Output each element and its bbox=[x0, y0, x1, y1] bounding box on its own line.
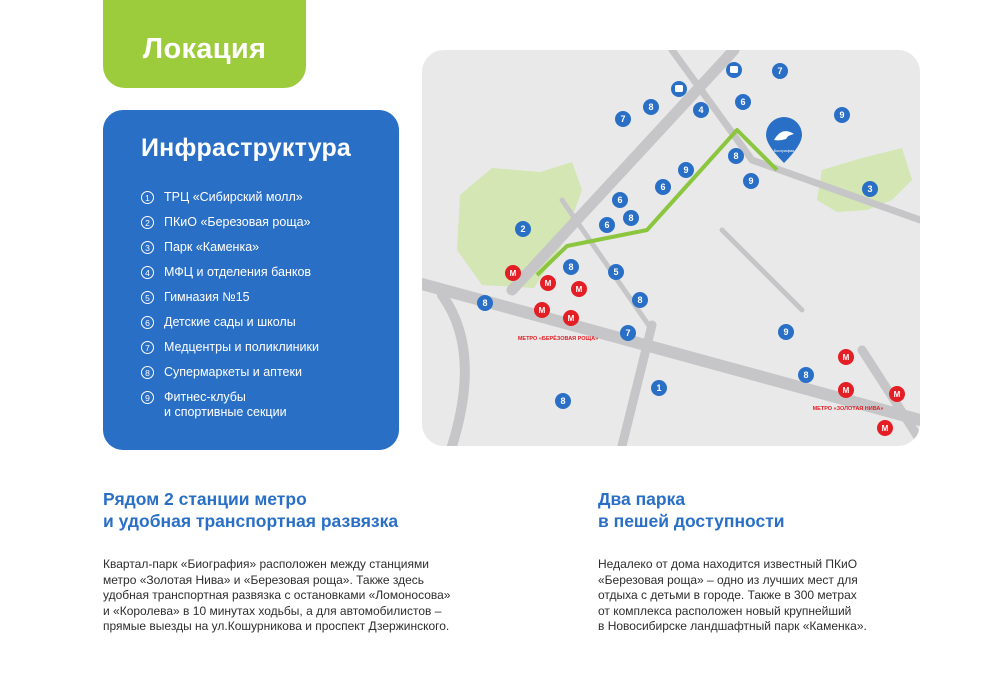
infrastructure-card bbox=[103, 110, 399, 450]
legend-label: Супермаркеты и аптеки bbox=[164, 365, 302, 379]
legend-item-2 bbox=[141, 216, 399, 241]
legend-item-9 bbox=[141, 391, 399, 431]
body-line: удобная транспортная развязка с остановками «Ломоносова» bbox=[103, 588, 451, 603]
legend-item-4 bbox=[141, 266, 399, 291]
body-line: «Березовая роща» – одно из лучших мест для bbox=[598, 572, 858, 587]
marker-label: 6 bbox=[740, 97, 746, 107]
metro-symbol: М bbox=[893, 390, 901, 399]
marker-6[interactable] bbox=[615, 111, 631, 127]
body-line: Недалеко от дома находится известный ПКиО bbox=[598, 557, 858, 571]
marker-24[interactable] bbox=[862, 181, 878, 197]
marker-19[interactable] bbox=[651, 380, 667, 396]
marker-label: 8 bbox=[733, 151, 739, 161]
legend-item-7 bbox=[141, 341, 399, 366]
bus-stop-icon bbox=[726, 62, 742, 78]
body-line: Квартал-парк «Биография» расположен между станциями bbox=[103, 557, 429, 571]
marker-1[interactable] bbox=[772, 63, 788, 79]
legend-item-6 bbox=[141, 316, 399, 341]
legend-label-line: Фитнес-клубы bbox=[164, 390, 246, 404]
marker-22[interactable] bbox=[798, 367, 814, 383]
feature-parks-heading bbox=[598, 488, 785, 532]
marker-label: 8 bbox=[568, 262, 574, 272]
legend-number: 5 bbox=[141, 291, 154, 304]
marker-23[interactable] bbox=[743, 173, 759, 189]
marker-label: 9 bbox=[748, 176, 754, 186]
marker-label: 9 bbox=[683, 165, 689, 175]
marker-11[interactable] bbox=[623, 210, 639, 226]
heading-line: и удобная транспортная развязка bbox=[103, 511, 399, 531]
section-tab bbox=[103, 0, 306, 88]
road-small-2 bbox=[722, 230, 802, 310]
marker-label: 9 bbox=[839, 110, 845, 120]
infrastructure-title: Инфраструктура bbox=[141, 134, 352, 162]
body-line: отдыха с детьми в городе. Также в 300 метрах bbox=[598, 588, 857, 603]
legend-number: 6 bbox=[141, 316, 154, 329]
metro-marker[interactable] bbox=[889, 386, 905, 402]
marker-3[interactable] bbox=[693, 102, 709, 118]
marker-16[interactable] bbox=[477, 295, 493, 311]
marker-label: 5 bbox=[613, 267, 619, 277]
bus-stop-icon bbox=[671, 81, 687, 97]
legend-item-3 bbox=[141, 241, 399, 266]
marker-label: 9 bbox=[783, 327, 789, 337]
legend-label: Парк «Каменка» bbox=[164, 240, 260, 254]
marker-label: 7 bbox=[777, 66, 783, 76]
metro-marker[interactable] bbox=[534, 302, 550, 318]
legend-label: Детские сады и школы bbox=[164, 315, 296, 329]
legend-number: 9 bbox=[141, 391, 154, 404]
marker-10[interactable] bbox=[612, 192, 628, 208]
legend-number: 8 bbox=[141, 366, 154, 379]
heading-line: Два парка bbox=[598, 489, 686, 509]
legend-number: 3 bbox=[141, 241, 154, 254]
marker-12[interactable] bbox=[515, 221, 531, 237]
road-left-curve bbox=[442, 295, 465, 446]
metro-marker[interactable] bbox=[571, 281, 587, 297]
project-label: Биография bbox=[773, 148, 795, 153]
marker-17[interactable] bbox=[632, 292, 648, 308]
metro-symbol: М bbox=[881, 424, 889, 433]
infrastructure-list bbox=[141, 191, 399, 431]
legend-item-5 bbox=[141, 291, 399, 316]
project-pin[interactable] bbox=[766, 117, 802, 163]
metro-station-label: МЕТРО «БЕРЁЗОВАЯ РОЩА» bbox=[517, 336, 599, 342]
location-map[interactable] bbox=[422, 50, 920, 446]
marker-4[interactable] bbox=[735, 94, 751, 110]
legend-number: 1 bbox=[141, 191, 154, 204]
legend-label: Медцентры и поликлиники bbox=[164, 340, 319, 354]
marker-13[interactable] bbox=[599, 217, 615, 233]
marker-15[interactable] bbox=[608, 264, 624, 280]
marker-label: 6 bbox=[660, 182, 666, 192]
marker-8[interactable] bbox=[678, 162, 694, 178]
marker-2[interactable] bbox=[643, 99, 659, 115]
feature-metro-heading bbox=[103, 488, 398, 532]
legend-item-8 bbox=[141, 366, 399, 391]
marker-9[interactable] bbox=[655, 179, 671, 195]
metro-marker[interactable] bbox=[505, 265, 521, 281]
marker-label: 2 bbox=[520, 224, 526, 234]
feature-parks-body bbox=[598, 557, 867, 635]
marker-5[interactable] bbox=[834, 107, 850, 123]
metro-symbol: М bbox=[575, 285, 583, 294]
body-line: в Новосибирске ландшафтный парк «Каменка». bbox=[598, 619, 867, 634]
marker-label: 6 bbox=[604, 220, 610, 230]
heading-line: в пешей доступности bbox=[598, 511, 785, 531]
marker-label: 8 bbox=[482, 298, 488, 308]
marker-18[interactable] bbox=[620, 325, 636, 341]
legend-item-1 bbox=[141, 191, 399, 216]
marker-label: 8 bbox=[648, 102, 654, 112]
marker-label: 7 bbox=[625, 328, 631, 338]
metro-symbol: М bbox=[567, 314, 575, 323]
map-canvas bbox=[422, 50, 920, 446]
metro-marker[interactable] bbox=[540, 275, 556, 291]
legend-number: 4 bbox=[141, 266, 154, 279]
metro-symbol: М bbox=[544, 279, 552, 288]
legend-label: Гимназия №15 bbox=[164, 290, 250, 304]
marker-label: 8 bbox=[637, 295, 643, 305]
metro-symbol: М bbox=[842, 386, 850, 395]
marker-21[interactable] bbox=[778, 324, 794, 340]
marker-label: 6 bbox=[617, 195, 623, 205]
marker-label: 3 bbox=[867, 184, 873, 194]
legend-label-line: и спортивные секции bbox=[164, 405, 287, 419]
metro-symbol: М bbox=[538, 306, 546, 315]
marker-14[interactable] bbox=[563, 259, 579, 275]
legend-number: 2 bbox=[141, 216, 154, 229]
heading-line: Рядом 2 станции метро bbox=[103, 489, 307, 509]
metro-station-label: МЕТРО «ЗОЛОТАЯ НИВА» bbox=[812, 406, 884, 412]
metro-marker[interactable] bbox=[838, 349, 854, 365]
body-line: метро «Золотая Нива» и «Березовая роща». Также здесь bbox=[103, 572, 425, 587]
body-line: прямые выезды на ул.Кошурникова и проспект Дзержинского. bbox=[103, 619, 450, 634]
legend-number: 7 bbox=[141, 341, 154, 354]
metro-marker[interactable] bbox=[838, 382, 854, 398]
marker-20[interactable] bbox=[555, 393, 571, 409]
marker-label: 8 bbox=[560, 396, 566, 406]
marker-label: 7 bbox=[620, 114, 626, 124]
legend-label bbox=[164, 390, 287, 420]
body-line: и «Королева» в 10 минутах ходьбы, а для автомобилистов – bbox=[103, 603, 442, 618]
marker-label: 8 bbox=[628, 213, 634, 223]
legend-label: ПКиО «Березовая роща» bbox=[164, 215, 311, 229]
metro-symbol: М bbox=[509, 269, 517, 278]
marker-label: 1 bbox=[656, 383, 662, 393]
metro-symbol: М bbox=[842, 353, 850, 362]
feature-metro-body bbox=[103, 557, 450, 635]
body-line: от комплекса расположен новый крупнейший bbox=[598, 603, 852, 618]
metro-marker[interactable] bbox=[877, 420, 893, 436]
marker-label: 4 bbox=[698, 105, 704, 115]
marker-label: 8 bbox=[803, 370, 809, 380]
metro-marker[interactable] bbox=[563, 310, 579, 326]
legend-label: ТРЦ «Сибирский молл» bbox=[164, 190, 303, 204]
marker-7[interactable] bbox=[728, 148, 744, 164]
section-title: Локация bbox=[142, 33, 267, 65]
legend-label: МФЦ и отделения банков bbox=[164, 265, 312, 279]
